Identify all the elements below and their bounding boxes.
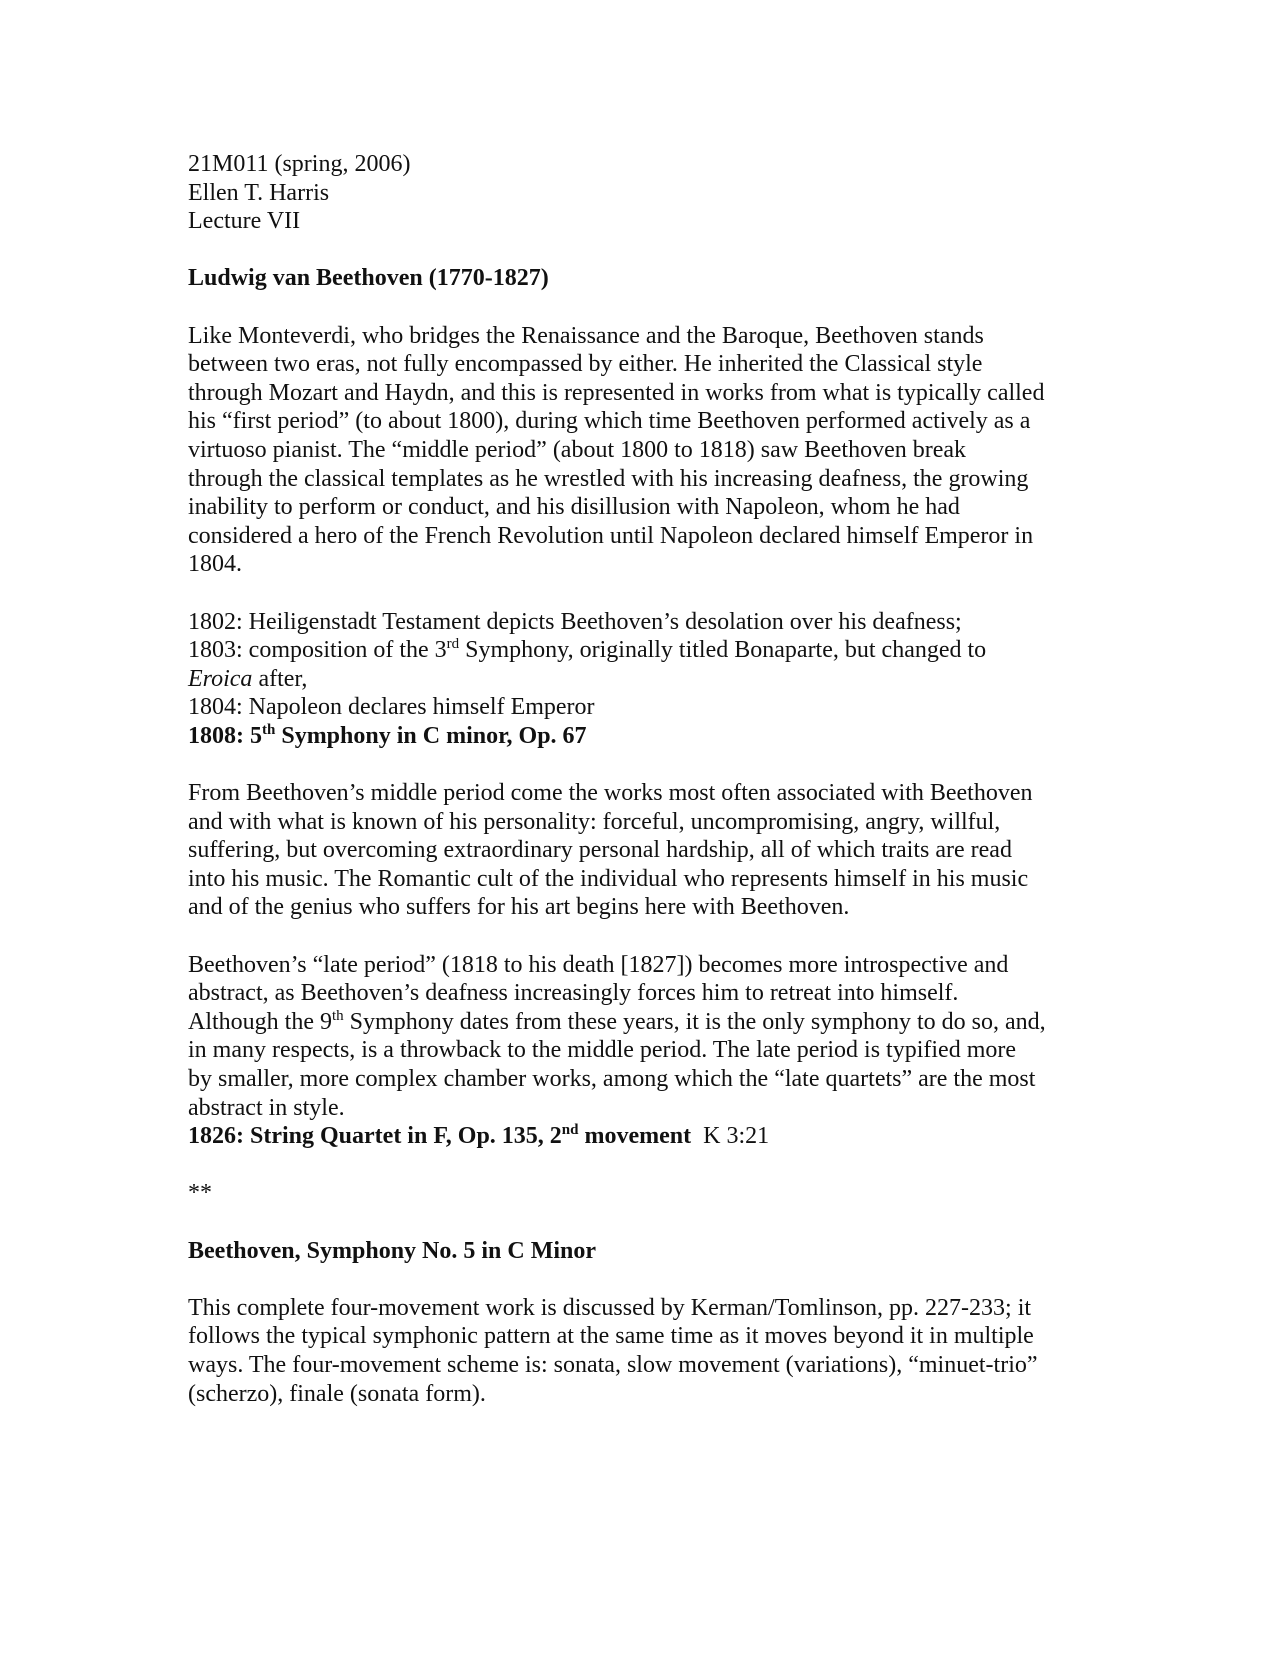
timeline-1802: 1802: Heiligenstadt Testament depicts Beethoven’s desolation over his deafness; (188, 608, 962, 635)
course-code: 21M011 (spring, 2006) (188, 151, 411, 177)
section-separator: ** (188, 1180, 212, 1207)
eroica-after: after, (252, 665, 308, 692)
paragraph-line: by smaller, more complex chamber works, among which the “late quartets” are the most (188, 1066, 1036, 1092)
paragraph-line: abstract, as Beethoven’s deafness increasingly forces him to retreat into himself. (188, 980, 959, 1007)
timeline-1803-text-cont: Symphony, originally titled Bonaparte, but changed to (459, 637, 987, 664)
timeline (188, 608, 1088, 751)
middle-period-paragraph (188, 779, 1088, 922)
paragraph-line: ways. The four-movement scheme is: sonata, slow movement (variations), “minuet-trio” (188, 1351, 1038, 1378)
paragraph-line: abstract in style. (188, 1094, 345, 1121)
section-title-symphony-5: Beethoven, Symphony No. 5 in C Minor (188, 1237, 597, 1264)
timeline-1803-cont (188, 665, 1088, 694)
ordinal-suffix: th (332, 1007, 344, 1024)
paragraph-line: into his music. The Romantic cult of the individual who represents himself in his music (188, 865, 1029, 892)
ordinal-suffix: th (262, 721, 276, 738)
symphony-paragraph (188, 1294, 1088, 1408)
instructor-name: Ellen T. Harris (188, 179, 330, 206)
paragraph-line: inability to perform or conduct, and his disillusion with Napoleon, whom he had (188, 494, 960, 521)
paragraph-line: This complete four-movement work is discussed by Kerman/Tomlinson, pp. 227-233; it (188, 1294, 1032, 1321)
timeline-1803 (188, 636, 1088, 665)
paragraph-line: 1804. (188, 551, 242, 578)
paragraph-line: suffering, but overcoming extraordinary personal hardship, all of which traits are read (188, 837, 1012, 864)
quartet-title: 1826: String Quartet in F, Op. 135, 2 (188, 1123, 562, 1150)
listening-reference: K 3:21 (691, 1123, 770, 1150)
timeline-1808-text: 1808: 5 (188, 722, 262, 749)
paragraph-line: and with what is known of his personality: forceful, uncompromising, angry, willful, (188, 808, 1001, 835)
paragraph-line: Like Monteverdi, who bridges the Renaissance and the Baroque, Beethoven stands (188, 322, 984, 349)
paragraph-line: Beethoven’s “late period” (1818 to his death [1827]) becomes more introspective and (188, 951, 1009, 978)
paragraph-line (188, 1008, 1088, 1037)
timeline-1808-text-cont: Symphony in C minor, Op. 67 (275, 722, 587, 749)
paragraph-line: and of the genius who suffers for his art begins here with Beethoven. (188, 894, 850, 921)
paragraph-line: between two eras, not fully encompassed by either. He inherited the Classical style (188, 351, 983, 378)
ordinal-suffix: nd (561, 1122, 579, 1139)
paragraph-line: through Mozart and Haydn, and this is represented in works from what is typically called (188, 379, 1045, 406)
paragraph-line: considered a hero of the French Revolution until Napoleon declared himself Emperor in (188, 522, 1034, 549)
paragraph-line: virtuoso pianist. The “middle period” (about 1800 to 1818) saw Beethoven break (188, 436, 967, 463)
late-line3-text: Although the 9 (188, 1008, 332, 1035)
section-title-beethoven: Ludwig van Beethoven (1770-1827) (188, 265, 549, 292)
document-page (188, 150, 1088, 1408)
ordinal-suffix: rd (446, 636, 460, 653)
paragraph-line: follows the typical symphonic pattern at the same time as it moves beyond it in multiple (188, 1323, 1034, 1350)
quartet-listing (188, 1122, 1088, 1151)
late-line3-text-cont: Symphony dates from these years, it is the only symphony to do so, and, (343, 1008, 1046, 1035)
paragraph-line: From Beethoven’s middle period come the works most often associated with Beethoven (188, 780, 1033, 807)
document-header (188, 150, 1088, 236)
timeline-1808 (188, 722, 1088, 751)
intro-paragraph (188, 322, 1088, 579)
quartet-title-cont: movement (578, 1123, 692, 1150)
timeline-1803-text: 1803: composition of the 3 (188, 637, 447, 664)
paragraph-line: his “first period” (to about 1800), during which time Beethoven performed actively as a (188, 408, 1031, 435)
late-period-paragraph (188, 951, 1088, 1151)
paragraph-line: (scherzo), finale (sonata form). (188, 1380, 486, 1407)
eroica-title: Eroica (188, 665, 253, 692)
lecture-number: Lecture VII (188, 208, 301, 235)
paragraph-line: through the classical templates as he wrestled with his increasing deafness, the growing (188, 465, 1029, 492)
paragraph-line: in many respects, is a throwback to the middle period. The late period is typified more (188, 1037, 1016, 1064)
timeline-1804: 1804: Napoleon declares himself Emperor (188, 694, 595, 721)
